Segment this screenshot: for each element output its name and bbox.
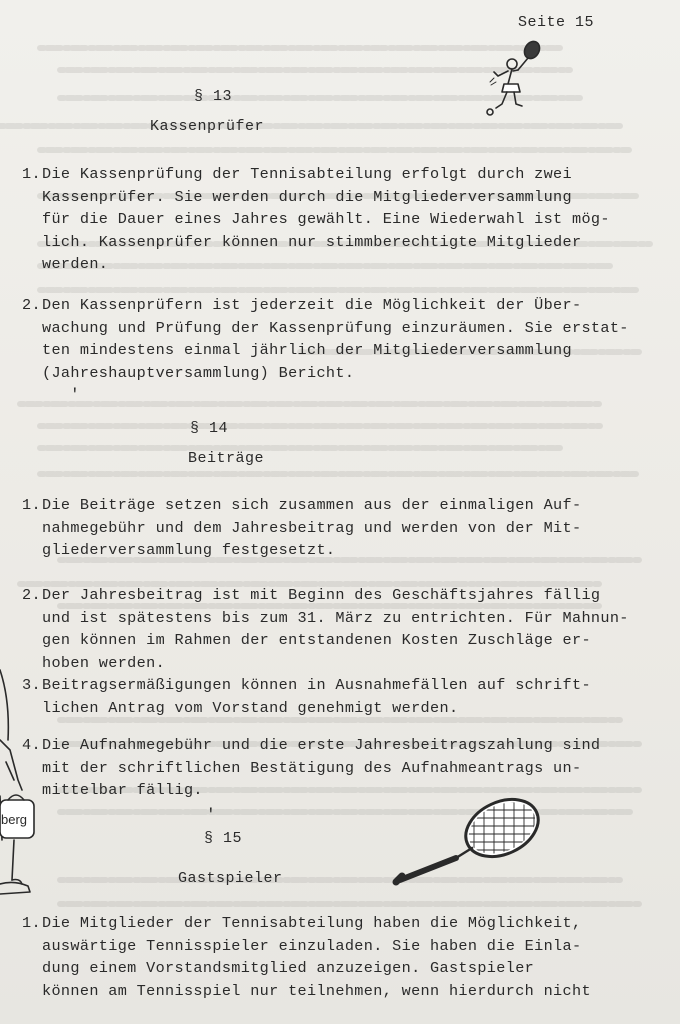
ink-mark: ' bbox=[70, 386, 80, 404]
paragraph-line bbox=[22, 734, 622, 757]
paragraph-line: mit der schriftlichen Bestätigung des Aufnahmeantrags un- bbox=[42, 758, 582, 777]
section-13-paragraph-1 bbox=[22, 163, 622, 276]
ink-mark: ' bbox=[206, 806, 216, 824]
section-14-number: § 14 bbox=[190, 420, 229, 437]
line-text: Die Mitglieder der Tennisabteilung haben die Möglichkeit, bbox=[42, 914, 582, 932]
paragraph-number: 2. bbox=[22, 586, 41, 604]
paragraph-line: auswärtige Tennisspieler einzuladen. Sie haben die Einla- bbox=[42, 936, 582, 955]
paragraph-number: 2. bbox=[22, 296, 41, 314]
line-text: Der Jahresbeitrag ist mit Beginn des Geschäftsjahres fällig bbox=[42, 586, 601, 604]
section-14-paragraph-2 bbox=[22, 584, 629, 674]
paragraph-number: 4. bbox=[22, 736, 41, 754]
section-14-paragraph-1 bbox=[22, 494, 622, 562]
paragraph-line: wachung und Prüfung der Kassenprüfung einzuräumen. Sie erstat- bbox=[42, 318, 629, 337]
section-13-number: § 13 bbox=[194, 88, 233, 105]
paragraph-line: nahmegebühr und dem Jahresbeitrag und werden von der Mit- bbox=[42, 518, 582, 537]
section-13-paragraph-2 bbox=[22, 294, 629, 384]
paragraph-number: 3. bbox=[22, 676, 41, 694]
paragraph-line bbox=[22, 912, 622, 935]
paragraph-line bbox=[22, 294, 622, 317]
tennis-racket-illustration bbox=[392, 792, 544, 888]
paragraph-line: werden. bbox=[42, 255, 109, 274]
section-13-title: Kassenprüfer bbox=[150, 118, 265, 135]
paragraph-line bbox=[22, 163, 622, 186]
person-with-bag-illustration bbox=[0, 640, 40, 900]
paragraph-number: 1. bbox=[22, 496, 41, 514]
line-text: Die Aufnahmegebühr und die erste Jahresbeitragszahlung sind bbox=[42, 736, 601, 754]
paragraph-line: ten mindestens einmal jährlich der Mitgliederversammlung bbox=[42, 341, 572, 360]
section-15-number: § 15 bbox=[204, 830, 243, 847]
line-text: Beitragsermäßigungen können in Ausnahmefällen auf schrift- bbox=[42, 676, 591, 694]
paragraph-line: (Jahreshauptversammlung) Bericht. bbox=[42, 363, 355, 382]
bag-label: berg bbox=[1, 812, 28, 827]
section-14-title: Beiträge bbox=[188, 450, 265, 467]
section-15-paragraph-1 bbox=[22, 912, 622, 1002]
paragraph-line bbox=[22, 674, 622, 697]
paragraph-line: gliederversammlung festgesetzt. bbox=[42, 541, 336, 560]
paragraph-line: für die Dauer eines Jahres gewählt. Eine Wiederwahl ist mög- bbox=[42, 210, 610, 229]
paragraph-line: lichen Antrag vom Vorstand genehmigt werden. bbox=[42, 698, 459, 717]
tennis-player-illustration bbox=[472, 38, 552, 120]
paragraph-line: dung einem Vorstandsmitglied anzuzeigen. Gastspieler bbox=[42, 959, 535, 978]
line-text: Die Kassenprüfung der Tennisabteilung erfolgt durch zwei bbox=[42, 165, 572, 183]
section-15-title: Gastspieler bbox=[178, 870, 283, 887]
page-number: Seite 15 bbox=[518, 14, 595, 31]
paragraph-line: hoben werden. bbox=[42, 653, 166, 672]
paragraph-line: Kassenprüfer. Sie werden durch die Mitgliederversammlung bbox=[42, 187, 572, 206]
paragraph-number: 1. bbox=[22, 165, 41, 183]
paragraph-number: 1. bbox=[22, 914, 41, 932]
paragraph-line: und ist spätestens bis zum 31. März zu entrichten. Für Mahnun- bbox=[42, 608, 629, 627]
paragraph-line bbox=[22, 494, 622, 517]
line-text: Den Kassenprüfern ist jederzeit die Möglichkeit der Über- bbox=[42, 296, 582, 314]
paragraph-line bbox=[22, 584, 622, 607]
paragraph-line: mittelbar fällig. bbox=[42, 781, 203, 800]
line-text: Die Beiträge setzen sich zusammen aus der einmaligen Auf- bbox=[42, 496, 582, 514]
paragraph-line: können am Tennisspiel nur teilnehmen, wenn hierdurch nicht bbox=[42, 981, 591, 1000]
paragraph-line: gen können im Rahmen der entstandenen Kosten Zuschläge er- bbox=[42, 631, 591, 650]
section-14-paragraph-3 bbox=[22, 674, 622, 719]
paragraph-line: lich. Kassenprüfer können nur stimmberechtigte Mitglieder bbox=[42, 232, 582, 251]
